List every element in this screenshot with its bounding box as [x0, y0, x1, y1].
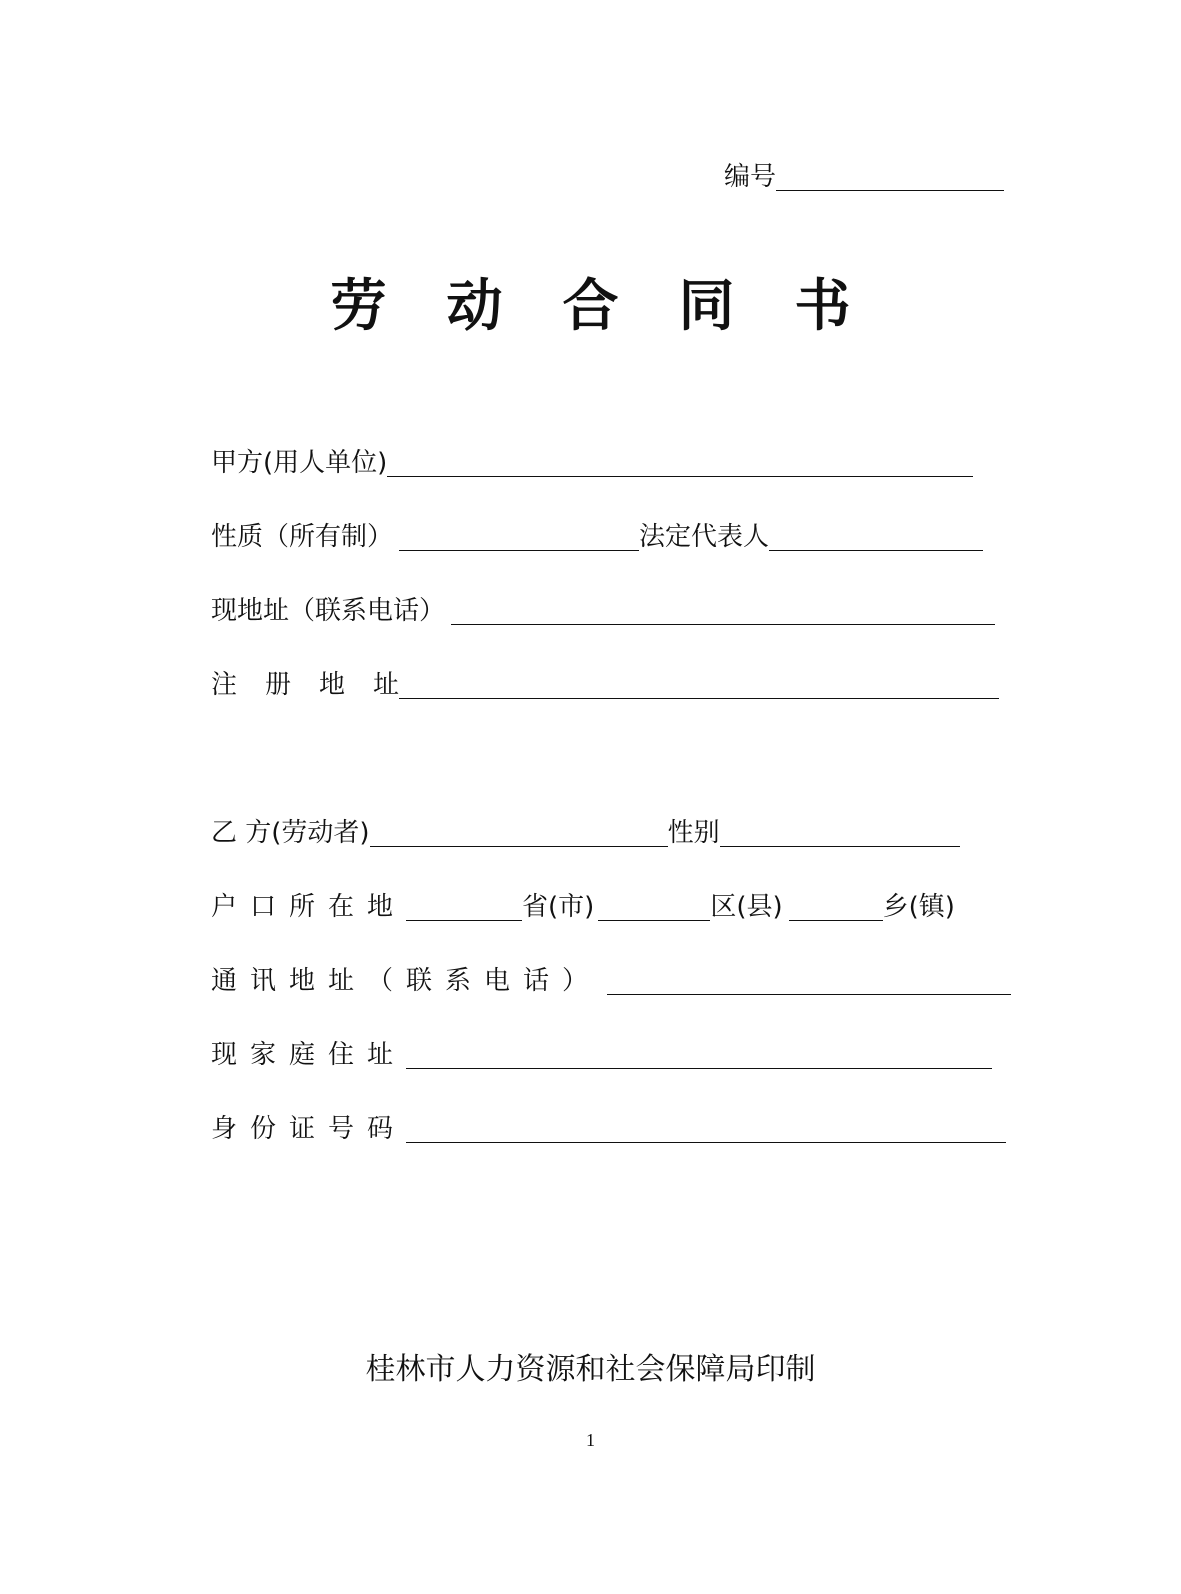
home-address-label: 现家庭住址 [211, 1040, 407, 1070]
contract-number-label: 编号 [724, 162, 777, 192]
address-phone-label: 现地址（联系电话） [211, 596, 446, 626]
gender-label: 性别 [667, 818, 720, 848]
nature-label: 性质（所有制） [211, 522, 394, 552]
legal-rep-field[interactable] [769, 526, 983, 551]
nature-row [211, 522, 983, 552]
district-field[interactable] [598, 896, 710, 921]
town-field[interactable] [789, 896, 883, 921]
id-number-row [211, 1114, 1006, 1144]
hukou-label: 户口所在地 [211, 892, 407, 922]
province-label: 省(市) [522, 892, 595, 922]
mail-address-field[interactable] [607, 970, 1011, 995]
legal-rep-label: 法定代表人 [639, 522, 770, 552]
registered-address-field[interactable] [399, 674, 999, 699]
home-address-row [211, 1040, 992, 1070]
worker-row [211, 818, 960, 848]
nature-field[interactable] [399, 526, 639, 551]
id-number-label: 身份证号码 [211, 1114, 407, 1144]
publisher-text: 桂林市人力资源和社会保障局印制 [365, 1352, 816, 1387]
mail-address-label: 通讯地址（联系电话） [211, 966, 602, 996]
address-phone-row [211, 596, 995, 626]
employer-label: 甲方(用人单位) [211, 448, 388, 478]
contract-number-row [724, 162, 1004, 192]
province-field[interactable] [406, 896, 522, 921]
district-label: 区(县) [710, 892, 783, 922]
worker-label: 乙 方(劳动者) [211, 818, 370, 848]
mail-address-row [211, 966, 1011, 996]
employer-field[interactable] [387, 452, 973, 477]
document-title: 劳动合同书 [330, 274, 911, 339]
town-label: 乡(镇) [882, 892, 955, 922]
registered-address-row [211, 670, 999, 700]
hukou-row [211, 892, 955, 922]
address-phone-field[interactable] [451, 600, 995, 625]
worker-field[interactable] [370, 822, 668, 847]
page-number: 1 [586, 1430, 595, 1450]
registered-address-label: 注册地址 [211, 670, 428, 700]
gender-field[interactable] [720, 822, 960, 847]
employer-row [211, 448, 973, 478]
home-address-field[interactable] [406, 1044, 992, 1069]
contract-number-field[interactable] [776, 166, 1004, 191]
id-number-field[interactable] [406, 1118, 1006, 1143]
